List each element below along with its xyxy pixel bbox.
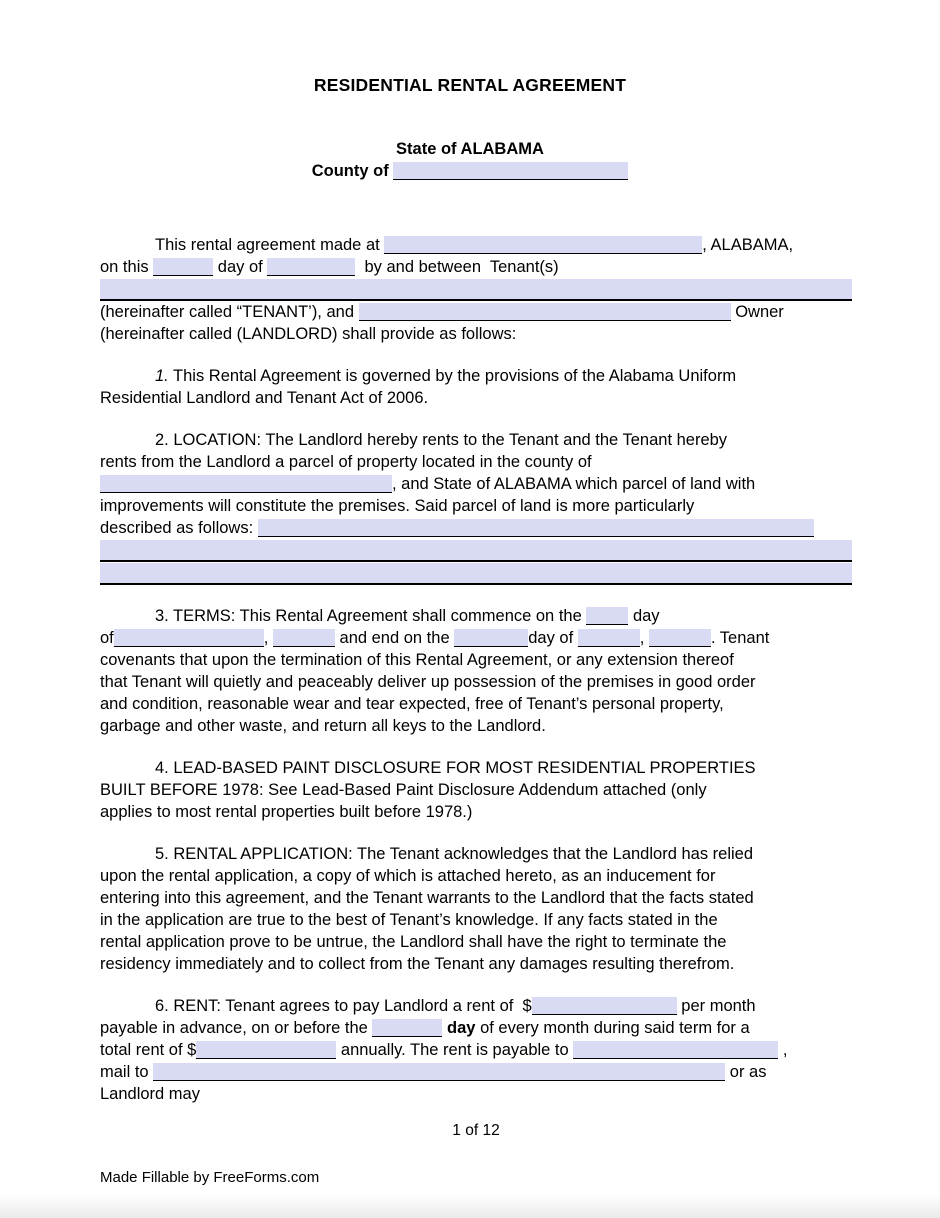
text-line <box>100 473 852 495</box>
blank-field[interactable] <box>100 475 392 493</box>
blank-field[interactable] <box>649 629 711 647</box>
text-line <box>100 801 852 823</box>
blank-field[interactable] <box>153 258 213 276</box>
text-run: This rental agreement made at <box>155 236 385 254</box>
text-line <box>100 517 852 539</box>
text-line <box>100 931 852 953</box>
text-line <box>100 1017 852 1039</box>
county-label: County of <box>311 162 394 180</box>
blank-field[interactable] <box>532 997 677 1015</box>
text-run: annually. The rent is payable to <box>336 1041 574 1059</box>
italic-text-run: 1. <box>155 367 169 385</box>
blank-field-full-line[interactable] <box>100 540 852 562</box>
text-run: rents from the Landlord a parcel of property located in the county of <box>100 453 592 471</box>
text-run: Residential Landlord and Tenant Act of 2006. <box>100 389 429 407</box>
text-run: upon the rental application, a copy of which is attached hereto, as an inducement for <box>100 867 716 885</box>
text-run: 6. RENT: Tenant agrees to pay Landlord a rent of $ <box>155 997 532 1015</box>
text-line <box>100 387 852 409</box>
text-line <box>100 495 852 517</box>
text-run: 5. RENTAL APPLICATION: The Tenant acknowledges that the Landlord has relied <box>155 845 754 863</box>
text-run: , ALABAMA, <box>702 236 794 254</box>
text-line <box>100 323 852 345</box>
text-run: mail to <box>100 1063 154 1081</box>
section-5-rental-application <box>100 843 852 975</box>
text-run: per month <box>676 997 756 1015</box>
text-run: covenants that upon the termination of this Rental Agreement, or any extension thereof <box>100 651 734 669</box>
text-run: and condition, reasonable wear and tear expected, free of Tenant’s personal property, <box>100 695 724 713</box>
text-line <box>100 451 852 473</box>
text-run: garbage and other waste, and return all keys to the Landlord. <box>100 717 546 735</box>
bold-text-run: day <box>447 1019 476 1037</box>
blank-field[interactable] <box>454 629 528 647</box>
text-line <box>100 365 852 387</box>
text-run: , <box>263 629 273 647</box>
text-run: 4. LEAD-BASED PAINT DISCLOSURE FOR MOST RESIDENTIAL PROPERTIES <box>155 759 756 777</box>
text-line <box>100 429 852 451</box>
blank-field[interactable] <box>196 1041 336 1059</box>
text-line <box>100 1061 852 1083</box>
text-run: that Tenant will quietly and peaceably deliver up possession of the premises in good order <box>100 673 756 691</box>
text-line <box>100 693 852 715</box>
blank-field[interactable] <box>114 629 264 647</box>
text-line <box>100 887 852 909</box>
fillable-credit: Made Fillable by FreeForms.com <box>100 1169 320 1186</box>
text-run: residency immediately and to collect from the Tenant any damages resulting therefrom. <box>100 955 735 973</box>
blank-field[interactable] <box>153 1063 725 1081</box>
section-2-location <box>100 429 852 585</box>
text-line <box>100 301 852 323</box>
blank-field[interactable] <box>578 629 640 647</box>
text-run: , and State of ALABAMA which parcel of land with <box>392 475 756 493</box>
section-3-terms <box>100 605 852 737</box>
text-line <box>100 605 852 627</box>
text-run: or as <box>725 1063 767 1081</box>
text-run: (hereinafter called “TENANT’), and <box>100 303 359 321</box>
text-line <box>100 671 852 693</box>
text-run: 2. LOCATION: The Landlord hereby rents to the Tenant and the Tenant hereby <box>155 431 728 449</box>
blank-field[interactable] <box>267 258 355 276</box>
blank-field[interactable] <box>258 519 814 537</box>
text-line <box>100 1039 852 1061</box>
text-run: of every month during said term for a <box>475 1019 750 1037</box>
text-run: BUILT BEFORE 1978: See Lead-Based Paint Disclosure Addendum attached (only <box>100 781 707 799</box>
blank-field[interactable] <box>372 1019 442 1037</box>
text-line <box>100 953 852 975</box>
text-run: Owner <box>730 303 784 321</box>
text-run: by and between Tenant(s) <box>355 258 559 276</box>
text-run: and end on the <box>334 629 455 647</box>
county-line <box>0 160 940 182</box>
text-run: (hereinafter called (LANDLORD) shall provide as follows: <box>100 325 517 343</box>
text-line <box>100 540 852 562</box>
text-run: total rent of $ <box>100 1041 197 1059</box>
text-run: in the application are true to the best of Tenant’s knowledge. If any facts stated in the <box>100 911 718 929</box>
state-line: State of ALABAMA <box>396 140 544 158</box>
blank-field[interactable] <box>384 236 702 254</box>
text-run: rental application prove to be untrue, the Landlord shall have the right to terminate the <box>100 933 727 951</box>
text-line <box>100 995 852 1017</box>
blank-field[interactable] <box>359 303 731 321</box>
section-6-rent <box>100 995 852 1105</box>
text-line <box>100 1083 852 1105</box>
document-body <box>100 234 852 1105</box>
page-number: 1 of 12 <box>452 1122 500 1139</box>
text-line <box>100 234 852 256</box>
text-line <box>100 865 852 887</box>
blank-field[interactable] <box>573 1041 778 1059</box>
text-run: improvements will constitute the premises. Said parcel of land is more particularly <box>100 497 695 515</box>
text-line <box>100 649 852 671</box>
text-line <box>100 779 852 801</box>
text-run: day <box>628 607 660 625</box>
text-line <box>100 256 852 278</box>
text-run: . Tenant <box>710 629 770 647</box>
blank-field[interactable] <box>273 629 335 647</box>
text-run: day of <box>528 629 578 647</box>
blank-field-full-line[interactable] <box>100 279 852 301</box>
county-blank-field[interactable] <box>393 162 628 180</box>
text-line <box>100 843 852 865</box>
text-line <box>100 627 852 649</box>
text-run: , <box>639 629 649 647</box>
text-run: day of <box>213 258 268 276</box>
text-run: Landlord may <box>100 1085 200 1103</box>
text-run: payable in advance, on or before the <box>100 1019 373 1037</box>
text-run: entering into this agreement, and the Tenant warrants to the Landlord that the facts stated <box>100 889 754 907</box>
text-line <box>100 563 852 585</box>
text-run: applies to most rental properties built before 1978.) <box>100 803 473 821</box>
text-run: 3. TERMS: This Rental Agreement shall commence on the <box>155 607 587 625</box>
blank-field[interactable] <box>586 607 628 625</box>
state-county-heading <box>0 138 940 182</box>
text-run: described as follows: <box>100 519 258 537</box>
section-4-lead-paint <box>100 757 852 823</box>
section-1-governing-law <box>100 365 852 409</box>
intro-paragraph <box>100 234 852 345</box>
blank-field-full-line[interactable] <box>100 563 852 585</box>
text-run: on this <box>100 258 154 276</box>
document-title: RESIDENTIAL RENTAL AGREEMENT <box>313 75 627 95</box>
text-run: , <box>778 1041 788 1059</box>
text-line <box>100 715 852 737</box>
text-line <box>100 279 852 301</box>
text-run: This Rental Agreement is governed by the provisions of the Alabama Uniform <box>168 367 737 385</box>
text-line <box>100 909 852 931</box>
text-run: of <box>100 629 114 647</box>
text-line <box>100 757 852 779</box>
